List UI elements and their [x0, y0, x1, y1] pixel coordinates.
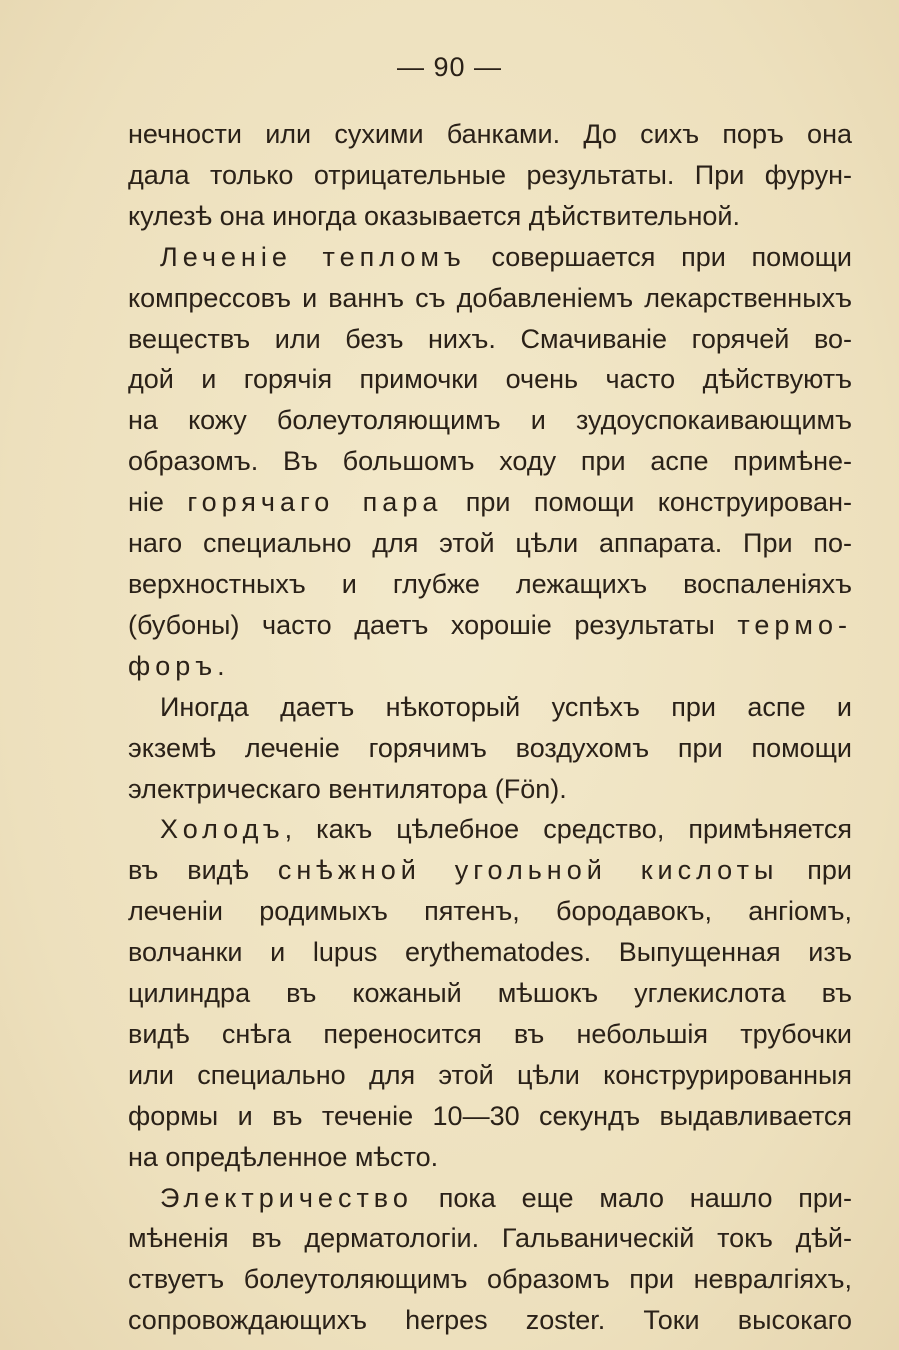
text-line: наго специально для этой цѣли аппарата. При по-: [128, 528, 852, 559]
text-line: мѣненія въ дерматологіи. Гальваническій токъ дѣй-: [128, 1223, 852, 1254]
body-text: [128, 114, 852, 1341]
text-line: веществъ или безъ нихъ. Смачиваніе горячей во-: [128, 323, 852, 354]
text-line: сопровождающихъ herpes zoster. Токи высокаго: [128, 1305, 852, 1336]
text-line: экземѣ леченіе горячимъ воздухомъ при помощи: [128, 732, 852, 763]
spaced-emphasis: форъ: [128, 650, 218, 681]
text-line: Холодъ, какъ цѣлебное средство, примѣняется: [160, 814, 852, 845]
text-line: нечности или сухими банками. До сихъ поръ она: [128, 119, 852, 149]
text-line: на опредѣленное мѣсто.: [128, 1141, 439, 1172]
text-line: Электричество пока еще мало нашло при-: [160, 1182, 852, 1213]
text-line: кулезѣ она иногда оказывается дѣйствительной.: [128, 200, 740, 231]
text-line: форъ.: [128, 650, 225, 681]
spaced-emphasis: снѣжной угольной кислоты: [277, 855, 779, 886]
text-line: Леченіе тепломъ совершается при помощи: [160, 241, 853, 272]
text-line: леченіи родимыхъ пятенъ, бородавокъ, ангіомъ,: [128, 896, 852, 927]
text-line: образомъ. Въ большомъ ходу при аспе примѣне-: [128, 446, 852, 477]
page-number: — 90 —: [396, 52, 503, 82]
text-line: ствуетъ болеутоляющимъ образомъ при невралгіяхъ,: [128, 1264, 852, 1295]
text-line: ніе горячаго пара при помощи конструирован-: [128, 487, 852, 518]
text-line: Иногда даетъ нѣкоторый успѣхъ при аспе и: [160, 691, 852, 722]
text-line: волчанки и lupus erythematodes. Выпущенная изъ: [128, 937, 852, 968]
text-line: дала только отрицательные результаты. При фурун-: [128, 159, 852, 190]
text-line: видѣ снѣга переносится въ небольшія трубочки: [128, 1018, 852, 1049]
text-line: электрическаго вентилятора (Fön).: [128, 773, 567, 804]
text-line: компрессовъ и ваннъ съ добавленіемъ лекарственныхъ: [128, 282, 852, 313]
text-line: дой и горячія примочки очень часто дѣйствуютъ: [128, 364, 852, 395]
text-line: въ видѣ снѣжной угольной кислоты при: [128, 855, 852, 886]
spaced-emphasis: Электричество: [160, 1182, 413, 1213]
spaced-emphasis: Холодъ: [160, 814, 285, 845]
spaced-emphasis: горячаго пара: [187, 487, 443, 518]
spaced-emphasis: Леченіе тепломъ: [160, 241, 466, 272]
text-line: формы и въ теченіе 10—30 секундъ выдавливается: [128, 1100, 852, 1131]
text-line: верхностныхъ и глубже лежащихъ воспаленіяхъ: [128, 568, 852, 599]
text-line: (бубоны) часто даетъ хорошіе результаты термо-: [128, 609, 852, 640]
spaced-emphasis: термо-: [737, 609, 852, 640]
text-line: цилиндра въ кожаный мѣшокъ углекислота въ: [128, 978, 852, 1009]
text-line: или специально для этой цѣли конструрированныя: [128, 1059, 852, 1090]
text-line: на кожу болеутоляющимъ и зудоуспокаивающимъ: [128, 405, 852, 436]
